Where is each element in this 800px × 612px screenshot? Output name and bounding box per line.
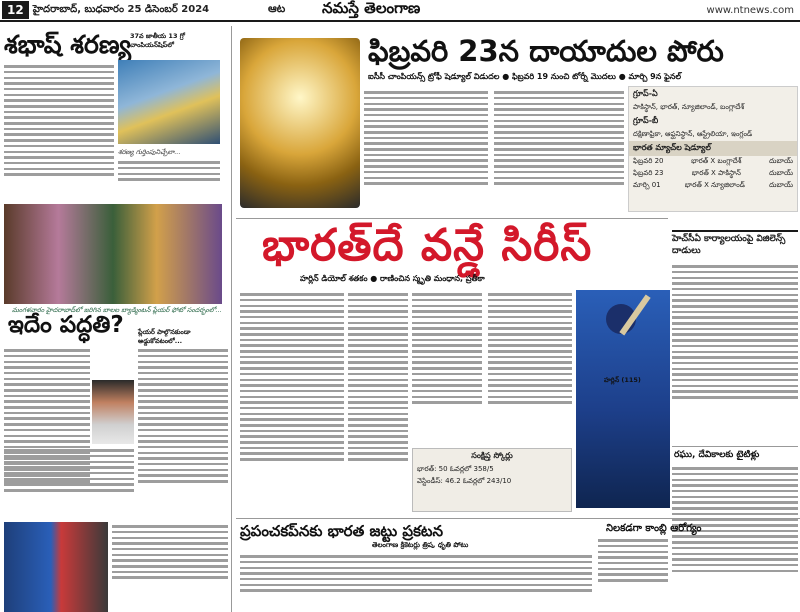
- group-b-teams: దక్షిణాఫ్రికా, ఆఫ్ఘనిస్థాన్, ఆస్ట్రేలియా, ఇంగ్లండ్: [633, 130, 753, 138]
- saranya-caption: శరణ్య గుర్తింపునిచ్చేలా...: [118, 148, 181, 156]
- score-line-wi: వెస్టిండీస్: 46.2 ఓవర్లలో 243/10: [417, 477, 512, 485]
- idem-body-2: [138, 346, 228, 518]
- schedule-date: మార్చి 01: [633, 181, 661, 189]
- shabash-body-2: [118, 158, 220, 198]
- group-a-label: గ్రూప్-ఏ: [633, 89, 658, 98]
- score-box: [412, 448, 572, 512]
- website-link[interactable]: www.ntnews.com: [706, 4, 794, 16]
- schedule-date: ఫిబ్రవరి 23: [633, 169, 664, 177]
- main-subline: హర్లిన్ డియోల్ శతకం ● రాణించిన స్మృతి మంధాన, ప్రతీకా: [300, 274, 485, 283]
- ct-body-2: [494, 88, 624, 214]
- kambli-body: [598, 536, 668, 612]
- schedule-match: భారత్ X న్యూజిలాండ్: [684, 181, 745, 189]
- world-cup-headline: ప్రపంచకప్‌నకు భారత జట్టు ప్రకటన: [240, 522, 444, 540]
- date-line: హైదరాబాద్, బుధవారం 25 డిసెంబర్ 2024: [32, 4, 210, 15]
- group-b-label: గ్రూప్-బీ: [633, 116, 659, 125]
- ct-body-1: [364, 88, 488, 214]
- idem-paddhati-headline: ఇదేం పద్ధతి?: [8, 312, 124, 338]
- schedule-row: [629, 168, 797, 180]
- schedule-row: [629, 156, 797, 168]
- right-column: [672, 230, 798, 258]
- main-body-3: [412, 290, 482, 446]
- harleen-photo: [576, 290, 670, 508]
- score-line-india: భారత్: 50 ఓవర్లలో 358/5: [417, 465, 494, 473]
- schedule-box: [628, 86, 798, 212]
- raghu-body: [672, 464, 798, 610]
- hca-body: [672, 262, 798, 440]
- schedule-match: భారత్ X బంగ్లాదేశ్: [691, 157, 742, 165]
- column-divider: [231, 26, 232, 612]
- page-number: 12: [2, 1, 29, 19]
- schedule-row: [629, 180, 797, 192]
- bottom-left-photo: [4, 522, 108, 612]
- raghu-devika-headline: రఘు, దేవికాలకు టైటిళ్లు: [674, 450, 760, 460]
- group-a-teams: పాకిస్థాన్, భారత్, న్యూజిలాండ్, బంగ్లాదేశ్: [633, 103, 745, 111]
- schedule-venue: దుబాయ్: [769, 169, 793, 177]
- shabash-headline: శభాష్ శరణ్య: [4, 30, 131, 59]
- group-photo: [4, 204, 222, 304]
- main-body-2: [348, 290, 408, 514]
- main-headline-part2: వన్డే సిరీస్: [420, 220, 593, 271]
- paper-name: నమస్తే తెలంగాణ: [322, 0, 421, 17]
- schedule-venue: దుబాయ్: [769, 157, 793, 165]
- bottom-divider: [236, 518, 800, 519]
- schedule-match: భారత్ X పాకిస్థాన్: [691, 169, 741, 177]
- idem-body-3: [4, 446, 134, 516]
- hca-vigilance-headline: హెచ్‌సీఏ కార్యాలయంపై విజిలెన్స్ దాడులు: [672, 230, 798, 258]
- right-box-divider: [672, 446, 798, 447]
- score-title: సంక్షిప్త స్కోర్లు: [471, 451, 513, 460]
- trophy-photo: [240, 38, 360, 208]
- kambli-headline: నిలకడగా కాంబ్లి ఆరోగ్యం: [606, 523, 702, 534]
- player-woman-photo: [92, 380, 134, 444]
- india-schedule-title: భారత మ్యాచ్‌ల షెడ్యూల్: [629, 141, 797, 156]
- schedule-date: ఫిబ్రవరి 20: [633, 157, 664, 165]
- bottom-left-body: [112, 522, 228, 612]
- champions-trophy-subline: ఐసీసీ చాంపియన్స్ ట్రోఫీ షెడ్యూల్ విడుదల ● ఫిబ్రవరి 19 నుంచి టోర్నీ మొదలు ● మార్చి 9న ఫైనల్: [368, 72, 682, 81]
- section-divider: [236, 218, 668, 219]
- saranya-photo: [118, 60, 220, 144]
- world-cup-subline: తెలంగాణ క్రికెటర్లు త్రిష, ధృతి పోటు: [372, 541, 469, 549]
- main-headline-part1: భారత్‌దే: [262, 220, 405, 271]
- player-caption: హర్లిన్ (115): [604, 376, 641, 384]
- shabash-kicker: 37వ జాతీయ 13 గ్రో చాంపియన్‌షిప్‌లో: [130, 32, 185, 49]
- main-body-4: [488, 290, 572, 446]
- main-body-1: [240, 290, 344, 514]
- champions-trophy-headline: ఫిబ్రవరి 23న దాయాదుల పోరు: [368, 34, 724, 68]
- shabash-body: [4, 62, 114, 200]
- idem-kicker: ప్లేయర్ పాల్గొనకుండా అడ్డుకోవటంలో...: [138, 328, 191, 345]
- world-cup-body: [240, 552, 592, 612]
- masthead: [0, 0, 800, 22]
- group-photo-caption: మంగళవారం హైదరాబాద్‌లో జరిగిన బాలల బ్యాడ్మింటన్ ప్లేయర్ ఫోటో సందర్భంలో...: [12, 306, 222, 314]
- main-headline: [262, 220, 592, 282]
- schedule-venue: దుబాయ్: [769, 181, 793, 189]
- section-label: ఆట: [268, 2, 286, 15]
